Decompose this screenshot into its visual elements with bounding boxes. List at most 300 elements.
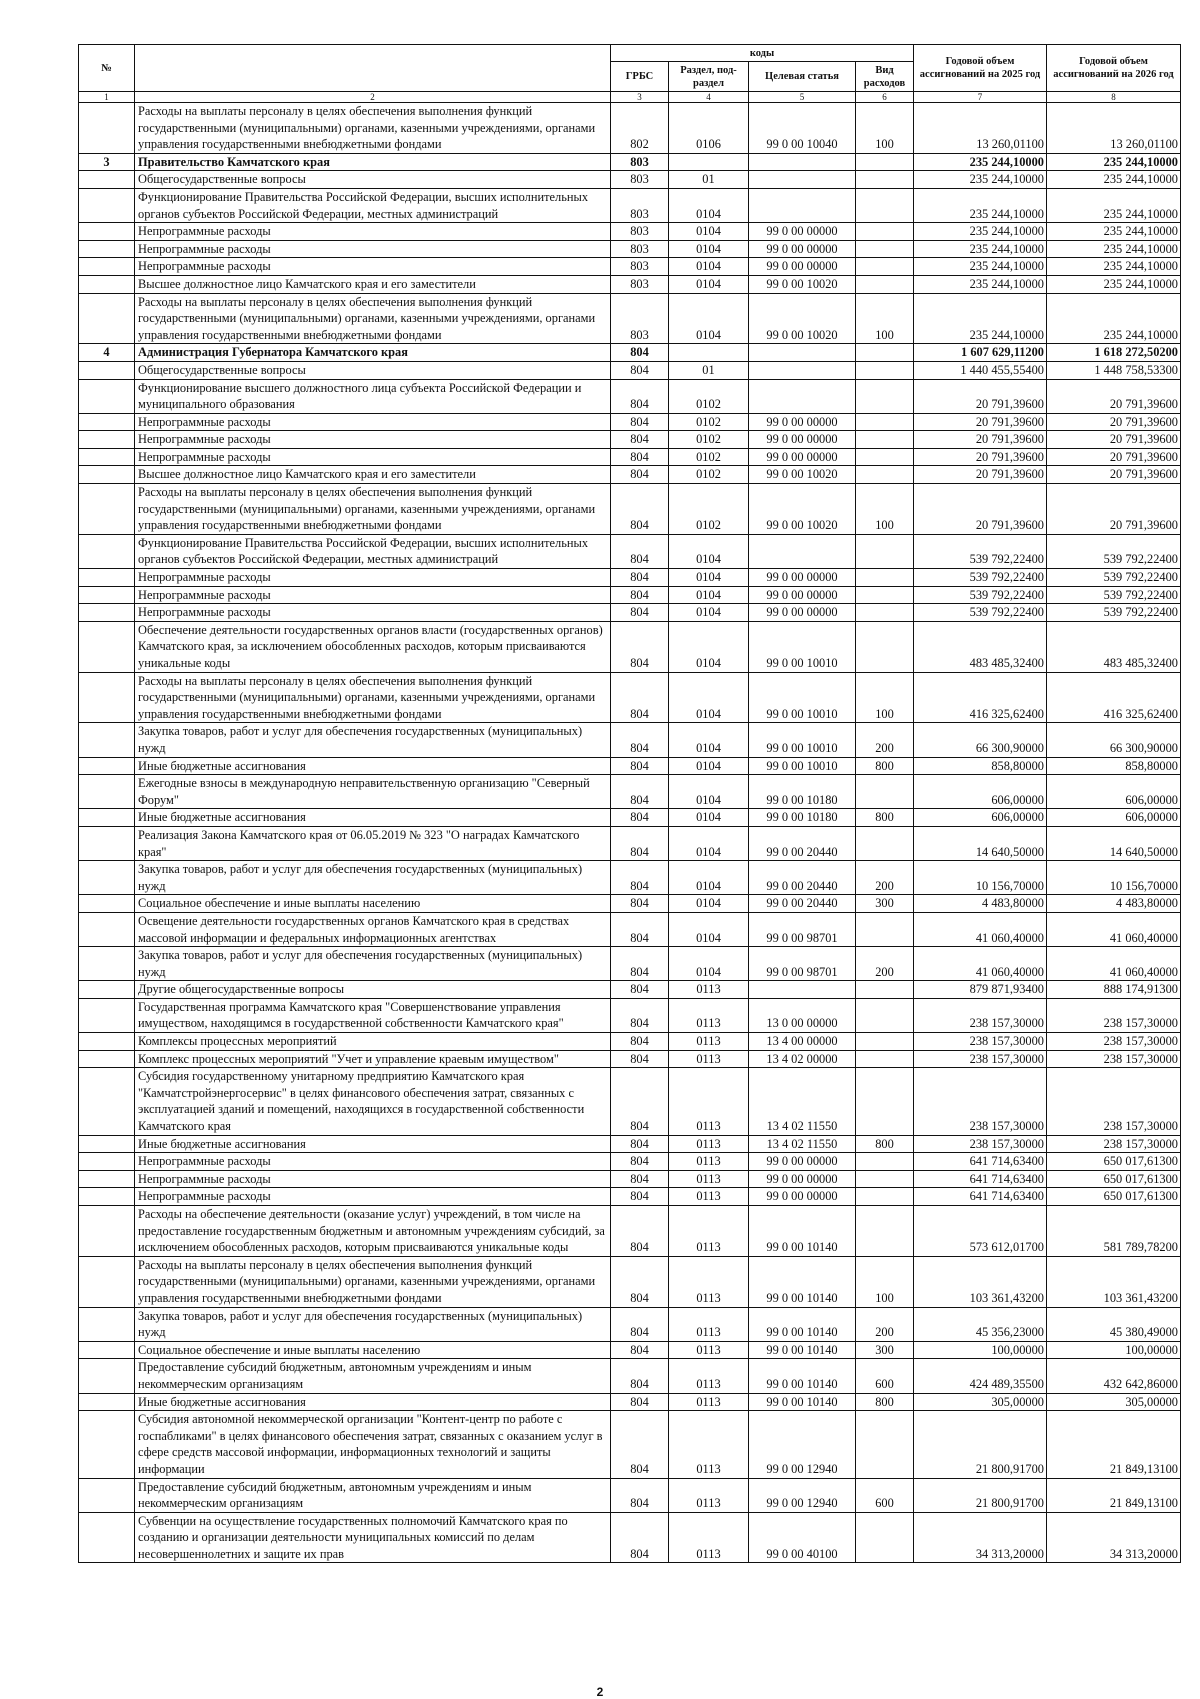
amount-2026: 581 789,78200 xyxy=(1047,1206,1181,1257)
expense-type-code xyxy=(856,604,914,622)
razdel-code: 0113 xyxy=(669,1050,749,1068)
table-row xyxy=(79,361,1181,379)
razdel-code: 0113 xyxy=(669,1411,749,1478)
target-article-code: 99 0 00 12940 xyxy=(749,1411,856,1478)
table-row xyxy=(79,1411,1181,1478)
item-name: Иные бюджетные ассигнования xyxy=(135,1135,611,1153)
row-number xyxy=(79,604,135,622)
razdel-code: 0104 xyxy=(669,861,749,895)
table-row xyxy=(79,1359,1181,1393)
expense-type-code xyxy=(856,621,914,672)
amount-2025: 14 640,50000 xyxy=(914,826,1047,860)
grbs-code: 804 xyxy=(611,1068,669,1135)
header-razdel: Раздел, под-раздел xyxy=(669,62,749,92)
expense-type-code xyxy=(856,466,914,484)
item-name: Непрограммные расходы xyxy=(135,240,611,258)
target-article-code: 99 0 00 20440 xyxy=(749,826,856,860)
grbs-code: 804 xyxy=(611,1307,669,1341)
amount-2025: 641 714,63400 xyxy=(914,1188,1047,1206)
grbs-code: 804 xyxy=(611,757,669,775)
row-number xyxy=(79,775,135,809)
amount-2026: 235 244,10000 xyxy=(1047,223,1181,241)
amount-2026: 21 849,13100 xyxy=(1047,1411,1181,1478)
item-name: Освещение деятельности государственных органов Камчатского края в средствах массовой информации и федеральных информационных агентствах xyxy=(135,912,611,946)
grbs-code: 804 xyxy=(611,1153,669,1171)
table-row xyxy=(79,1393,1181,1411)
razdel-code: 0113 xyxy=(669,1188,749,1206)
target-article-code: 99 0 00 10180 xyxy=(749,809,856,827)
target-article-code: 99 0 00 00000 xyxy=(749,586,856,604)
amount-2025: 34 313,20000 xyxy=(914,1512,1047,1563)
grbs-code: 804 xyxy=(611,1170,669,1188)
table-row xyxy=(79,757,1181,775)
table-row xyxy=(79,1256,1181,1307)
amount-2026: 416 325,62400 xyxy=(1047,672,1181,723)
razdel-code: 0104 xyxy=(669,723,749,757)
grbs-code: 804 xyxy=(611,723,669,757)
table-row xyxy=(79,1135,1181,1153)
item-name: Закупка товаров, работ и услуг для обеспечения государственных (муниципальных) нужд xyxy=(135,723,611,757)
table-row xyxy=(79,466,1181,484)
amount-2025: 1 440 455,55400 xyxy=(914,361,1047,379)
table-row xyxy=(79,1341,1181,1359)
expense-type-code: 200 xyxy=(856,723,914,757)
row-number xyxy=(79,1512,135,1563)
table-row xyxy=(79,240,1181,258)
row-number xyxy=(79,723,135,757)
header-grbs: ГРБС xyxy=(611,62,669,92)
expense-type-code xyxy=(856,1188,914,1206)
row-number xyxy=(79,103,135,154)
amount-2025: 235 244,10000 xyxy=(914,223,1047,241)
grbs-code: 804 xyxy=(611,981,669,999)
table-row xyxy=(79,1512,1181,1563)
razdel-code: 0104 xyxy=(669,188,749,222)
item-name: Комплекс процессных мероприятий "Учет и управление краевым имуществом" xyxy=(135,1050,611,1068)
expense-type-code xyxy=(856,431,914,449)
expense-type-code: 100 xyxy=(856,293,914,344)
item-name: Правительство Камчатского края xyxy=(135,153,611,171)
razdel-code: 0106 xyxy=(669,103,749,154)
item-name: Субвенции на осуществление государственных полномочий Камчатского края по созданию и организации деятельности муниципальных комиссий по делам несовершеннолетних и защите их прав xyxy=(135,1512,611,1563)
target-article-code: 99 0 00 20440 xyxy=(749,861,856,895)
target-article-code xyxy=(749,981,856,999)
row-number xyxy=(79,431,135,449)
amount-2025: 1 607 629,11200 xyxy=(914,344,1047,362)
razdel-code: 0104 xyxy=(669,757,749,775)
amount-2025: 235 244,10000 xyxy=(914,171,1047,189)
target-article-code xyxy=(749,188,856,222)
amount-2026: 4 483,80000 xyxy=(1047,895,1181,913)
grbs-code: 804 xyxy=(611,1050,669,1068)
grbs-code: 804 xyxy=(611,1478,669,1512)
table-row xyxy=(79,188,1181,222)
table-row xyxy=(79,1050,1181,1068)
razdel-code: 0104 xyxy=(669,895,749,913)
amount-2026: 432 642,86000 xyxy=(1047,1359,1181,1393)
razdel-code: 0104 xyxy=(669,534,749,568)
expense-type-code xyxy=(856,775,914,809)
row-number xyxy=(79,912,135,946)
razdel-code: 0113 xyxy=(669,1256,749,1307)
table-row xyxy=(79,1206,1181,1257)
amount-2026: 235 244,10000 xyxy=(1047,275,1181,293)
item-name: Непрограммные расходы xyxy=(135,569,611,587)
table-row xyxy=(79,484,1181,535)
target-article-code: 99 0 00 00000 xyxy=(749,413,856,431)
grbs-code: 802 xyxy=(611,103,669,154)
amount-2025: 539 792,22400 xyxy=(914,604,1047,622)
expense-type-code: 600 xyxy=(856,1478,914,1512)
item-name: Предоставление субсидий бюджетным, автономным учреждениям и иным некоммерческим организациям xyxy=(135,1478,611,1512)
amount-2025: 416 325,62400 xyxy=(914,672,1047,723)
item-name: Закупка товаров, работ и услуг для обеспечения государственных (муниципальных) нужд xyxy=(135,861,611,895)
header-codes: коды xyxy=(611,45,914,62)
row-number xyxy=(79,1153,135,1171)
target-article-code: 99 0 00 00000 xyxy=(749,240,856,258)
table-row xyxy=(79,1307,1181,1341)
expense-type-code: 200 xyxy=(856,1307,914,1341)
grbs-code: 804 xyxy=(611,1188,669,1206)
table-row xyxy=(79,604,1181,622)
amount-2026: 650 017,61300 xyxy=(1047,1188,1181,1206)
col-number: 7 xyxy=(914,92,1047,103)
razdel-code: 01 xyxy=(669,361,749,379)
table-row xyxy=(79,998,1181,1032)
grbs-code: 803 xyxy=(611,258,669,276)
expense-type-code: 800 xyxy=(856,1135,914,1153)
table-row xyxy=(79,775,1181,809)
amount-2026: 20 791,39600 xyxy=(1047,413,1181,431)
target-article-code: 99 0 00 10010 xyxy=(749,621,856,672)
razdel-code: 0113 xyxy=(669,1033,749,1051)
amount-2025: 41 060,40000 xyxy=(914,912,1047,946)
amount-2026: 238 157,30000 xyxy=(1047,1050,1181,1068)
grbs-code: 804 xyxy=(611,1411,669,1478)
header-year-2025: Годовой объем ассигнований на 2025 год xyxy=(914,45,1047,92)
grbs-code: 804 xyxy=(611,413,669,431)
header-no: № xyxy=(79,45,135,92)
table-row xyxy=(79,569,1181,587)
table-row xyxy=(79,534,1181,568)
target-article-code: 99 0 00 00000 xyxy=(749,223,856,241)
amount-2026: 238 157,30000 xyxy=(1047,1033,1181,1051)
row-number xyxy=(79,1170,135,1188)
amount-2025: 20 791,39600 xyxy=(914,379,1047,413)
amount-2025: 879 871,93400 xyxy=(914,981,1047,999)
razdel-code: 0102 xyxy=(669,448,749,466)
item-name: Обеспечение деятельности государственных органов власти (государственных органов) Камчатского края, за исключением обособленных расходов, которым присваиваются уникальные коды xyxy=(135,621,611,672)
item-name: Расходы на выплаты персоналу в целях обеспечения выполнения функций государственными (муниципальными) органами, казенными учреждениями, органами управления государственными внебюджетными фондами xyxy=(135,1256,611,1307)
row-number xyxy=(79,188,135,222)
target-article-code: 99 0 00 00000 xyxy=(749,448,856,466)
item-name: Функционирование Правительства Российской Федерации, высших исполнительных органов субъектов Российской Федерации, местных администраций xyxy=(135,534,611,568)
grbs-code: 804 xyxy=(611,912,669,946)
amount-2026: 41 060,40000 xyxy=(1047,947,1181,981)
grbs-code: 803 xyxy=(611,171,669,189)
header-name xyxy=(135,45,611,92)
target-article-code xyxy=(749,344,856,362)
col-number: 2 xyxy=(135,92,611,103)
amount-2025: 103 361,43200 xyxy=(914,1256,1047,1307)
target-article-code: 99 0 00 12940 xyxy=(749,1478,856,1512)
target-article-code: 99 0 00 10140 xyxy=(749,1359,856,1393)
razdel-code: 0104 xyxy=(669,569,749,587)
amount-2025: 238 157,30000 xyxy=(914,1050,1047,1068)
razdel-code xyxy=(669,344,749,362)
grbs-code: 804 xyxy=(611,466,669,484)
item-name: Закупка товаров, работ и услуг для обеспечения государственных (муниципальных) нужд xyxy=(135,1307,611,1341)
item-name: Непрограммные расходы xyxy=(135,431,611,449)
item-name: Функционирование Правительства Российской Федерации, высших исполнительных органов субъектов Российской Федерации, местных администраций xyxy=(135,188,611,222)
grbs-code: 804 xyxy=(611,484,669,535)
item-name: Социальное обеспечение и иные выплаты населению xyxy=(135,895,611,913)
grbs-code: 804 xyxy=(611,344,669,362)
amount-2025: 20 791,39600 xyxy=(914,448,1047,466)
grbs-code: 804 xyxy=(611,1033,669,1051)
table-row xyxy=(79,809,1181,827)
razdel-code: 0113 xyxy=(669,1478,749,1512)
row-number xyxy=(79,895,135,913)
razdel-code: 01 xyxy=(669,171,749,189)
amount-2025: 235 244,10000 xyxy=(914,153,1047,171)
amount-2025: 235 244,10000 xyxy=(914,258,1047,276)
row-number xyxy=(79,1393,135,1411)
expense-type-code xyxy=(856,1050,914,1068)
row-number xyxy=(79,1050,135,1068)
grbs-code: 804 xyxy=(611,431,669,449)
row-number xyxy=(79,998,135,1032)
amount-2026: 238 157,30000 xyxy=(1047,998,1181,1032)
row-number xyxy=(79,293,135,344)
item-name: Расходы на выплаты персоналу в целях обеспечения выполнения функций государственными (муниципальными) органами, казенными учреждениями, органами управления государственными внебюджетными фондами xyxy=(135,293,611,344)
amount-2026: 20 791,39600 xyxy=(1047,484,1181,535)
item-name: Ежегодные взносы в международную неправительственную организацию "Северный Форум" xyxy=(135,775,611,809)
target-article-code: 99 0 00 10180 xyxy=(749,775,856,809)
target-article-code: 13 4 00 00000 xyxy=(749,1033,856,1051)
table-row xyxy=(79,1033,1181,1051)
row-number xyxy=(79,1033,135,1051)
expense-type-code: 300 xyxy=(856,1341,914,1359)
item-name: Непрограммные расходы xyxy=(135,586,611,604)
amount-2025: 606,00000 xyxy=(914,809,1047,827)
table-row xyxy=(79,947,1181,981)
amount-2025: 573 612,01700 xyxy=(914,1206,1047,1257)
amount-2026: 238 157,30000 xyxy=(1047,1135,1181,1153)
table-row xyxy=(79,413,1181,431)
table-row xyxy=(79,344,1181,362)
grbs-code: 804 xyxy=(611,448,669,466)
grbs-code: 803 xyxy=(611,293,669,344)
target-article-code: 99 0 00 00000 xyxy=(749,569,856,587)
expense-type-code xyxy=(856,361,914,379)
table-row xyxy=(79,672,1181,723)
target-article-code: 99 0 00 20440 xyxy=(749,895,856,913)
grbs-code: 804 xyxy=(611,775,669,809)
table-row xyxy=(79,1153,1181,1171)
amount-2025: 238 157,30000 xyxy=(914,1135,1047,1153)
amount-2026: 305,00000 xyxy=(1047,1393,1181,1411)
item-name: Закупка товаров, работ и услуг для обеспечения государственных (муниципальных) нужд xyxy=(135,947,611,981)
amount-2026: 539 792,22400 xyxy=(1047,569,1181,587)
item-name: Государственная программа Камчатского края "Совершенствование управления имуществом, находящимся в государственной собственности Камчатского края" xyxy=(135,998,611,1032)
item-name: Общегосударственные вопросы xyxy=(135,171,611,189)
row-number xyxy=(79,1068,135,1135)
razdel-code: 0113 xyxy=(669,998,749,1032)
target-article-code: 99 0 00 98701 xyxy=(749,947,856,981)
amount-2026: 45 380,49000 xyxy=(1047,1307,1181,1341)
amount-2026: 539 792,22400 xyxy=(1047,604,1181,622)
amount-2026: 10 156,70000 xyxy=(1047,861,1181,895)
row-number xyxy=(79,1188,135,1206)
expense-type-code xyxy=(856,586,914,604)
grbs-code: 804 xyxy=(611,1135,669,1153)
target-article-code: 99 0 00 10040 xyxy=(749,103,856,154)
amount-2026: 14 640,50000 xyxy=(1047,826,1181,860)
grbs-code: 804 xyxy=(611,586,669,604)
expense-type-code xyxy=(856,188,914,222)
grbs-code: 804 xyxy=(611,361,669,379)
razdel-code: 0113 xyxy=(669,1206,749,1257)
col-number: 5 xyxy=(749,92,856,103)
expense-type-code xyxy=(856,998,914,1032)
amount-2025: 539 792,22400 xyxy=(914,534,1047,568)
target-article-code: 99 0 00 40100 xyxy=(749,1512,856,1563)
amount-2026: 235 244,10000 xyxy=(1047,188,1181,222)
grbs-code: 804 xyxy=(611,826,669,860)
amount-2026: 21 849,13100 xyxy=(1047,1478,1181,1512)
amount-2026: 606,00000 xyxy=(1047,775,1181,809)
amount-2026: 606,00000 xyxy=(1047,809,1181,827)
item-name: Непрограммные расходы xyxy=(135,413,611,431)
target-article-code: 99 0 00 10140 xyxy=(749,1206,856,1257)
amount-2026: 235 244,10000 xyxy=(1047,171,1181,189)
table-row xyxy=(79,1478,1181,1512)
expense-type-code xyxy=(856,1512,914,1563)
target-article-code: 99 0 00 00000 xyxy=(749,1188,856,1206)
expense-type-code xyxy=(856,981,914,999)
target-article-code: 99 0 00 00000 xyxy=(749,1153,856,1171)
grbs-code: 804 xyxy=(611,895,669,913)
amount-2025: 20 791,39600 xyxy=(914,484,1047,535)
table-row xyxy=(79,861,1181,895)
expense-type-code xyxy=(856,153,914,171)
row-number xyxy=(79,223,135,241)
amount-2025: 641 714,63400 xyxy=(914,1153,1047,1171)
expense-type-code xyxy=(856,569,914,587)
item-name: Непрограммные расходы xyxy=(135,448,611,466)
target-article-code: 99 0 00 10140 xyxy=(749,1341,856,1359)
row-number xyxy=(79,171,135,189)
expense-type-code xyxy=(856,1206,914,1257)
table-row xyxy=(79,171,1181,189)
grbs-code: 804 xyxy=(611,1206,669,1257)
amount-2026: 13 260,01100 xyxy=(1047,103,1181,154)
amount-2025: 235 244,10000 xyxy=(914,188,1047,222)
expense-type-code xyxy=(856,1033,914,1051)
amount-2026: 20 791,39600 xyxy=(1047,448,1181,466)
grbs-code: 804 xyxy=(611,809,669,827)
amount-2026: 235 244,10000 xyxy=(1047,258,1181,276)
amount-2025: 4 483,80000 xyxy=(914,895,1047,913)
item-name: Непрограммные расходы xyxy=(135,1153,611,1171)
item-name: Непрограммные расходы xyxy=(135,223,611,241)
col-number: 1 xyxy=(79,92,135,103)
row-number xyxy=(79,569,135,587)
table-row xyxy=(79,103,1181,154)
razdel-code: 0113 xyxy=(669,1341,749,1359)
col-number: 4 xyxy=(669,92,749,103)
razdel-code: 0113 xyxy=(669,1068,749,1135)
target-article-code: 99 0 00 98701 xyxy=(749,912,856,946)
amount-2025: 305,00000 xyxy=(914,1393,1047,1411)
expense-type-code: 800 xyxy=(856,1393,914,1411)
amount-2026: 41 060,40000 xyxy=(1047,912,1181,946)
expense-type-code xyxy=(856,1170,914,1188)
amount-2026: 650 017,61300 xyxy=(1047,1153,1181,1171)
grbs-code: 804 xyxy=(611,534,669,568)
col-number: 3 xyxy=(611,92,669,103)
budget-table-page xyxy=(78,44,1180,1563)
target-article-code xyxy=(749,379,856,413)
amount-2025: 858,80000 xyxy=(914,757,1047,775)
razdel-code: 0104 xyxy=(669,826,749,860)
target-article-code: 99 0 00 00000 xyxy=(749,604,856,622)
grbs-code: 804 xyxy=(611,569,669,587)
expense-type-code: 200 xyxy=(856,947,914,981)
razdel-code: 0113 xyxy=(669,1359,749,1393)
razdel-code: 0104 xyxy=(669,947,749,981)
item-name: Расходы на обеспечение деятельности (оказание услуг) учреждений, в том числе на предоставление государственным бюджетным и автономным учреждениям субсидий, за исключением обособленных расходов, которым присваиваются уникальные коды xyxy=(135,1206,611,1257)
table-row xyxy=(79,448,1181,466)
expense-type-code xyxy=(856,1153,914,1171)
grbs-code: 804 xyxy=(611,672,669,723)
razdel-code: 0104 xyxy=(669,275,749,293)
razdel-code: 0102 xyxy=(669,484,749,535)
amount-2026: 539 792,22400 xyxy=(1047,586,1181,604)
razdel-code: 0113 xyxy=(669,1153,749,1171)
row-number xyxy=(79,379,135,413)
razdel-code: 0104 xyxy=(669,809,749,827)
item-name: Непрограммные расходы xyxy=(135,258,611,276)
amount-2025: 21 800,91700 xyxy=(914,1478,1047,1512)
expense-type-code xyxy=(856,344,914,362)
table-row xyxy=(79,223,1181,241)
row-number xyxy=(79,413,135,431)
grbs-code: 804 xyxy=(611,861,669,895)
item-name: Социальное обеспечение и иные выплаты населению xyxy=(135,1341,611,1359)
row-number xyxy=(79,275,135,293)
item-name: Иные бюджетные ассигнования xyxy=(135,1393,611,1411)
expense-type-code: 200 xyxy=(856,861,914,895)
column-numbers-row xyxy=(79,92,1181,103)
expense-type-code xyxy=(856,240,914,258)
table-row xyxy=(79,293,1181,344)
target-article-code: 13 0 00 00000 xyxy=(749,998,856,1032)
expense-type-code xyxy=(856,413,914,431)
amount-2025: 606,00000 xyxy=(914,775,1047,809)
amount-2025: 13 260,01100 xyxy=(914,103,1047,154)
amount-2026: 539 792,22400 xyxy=(1047,534,1181,568)
target-article-code: 13 4 02 00000 xyxy=(749,1050,856,1068)
item-name: Расходы на выплаты персоналу в целях обеспечения выполнения функций государственными (муниципальными) органами, казенными учреждениями, органами управления государственными внебюджетными фондами xyxy=(135,672,611,723)
expense-type-code: 300 xyxy=(856,895,914,913)
grbs-code: 803 xyxy=(611,275,669,293)
row-number xyxy=(79,1206,135,1257)
amount-2026: 888 174,91300 xyxy=(1047,981,1181,999)
page-number: 2 xyxy=(596,1685,604,1699)
item-name: Субсидия государственному унитарному предприятию Камчатского края "Камчатстройэнергосервис" в целях финансового обеспечения затрат, связанных с эксплуатацией зданий и помещений, находящихся в государственной собственности Камчатского края xyxy=(135,1068,611,1135)
